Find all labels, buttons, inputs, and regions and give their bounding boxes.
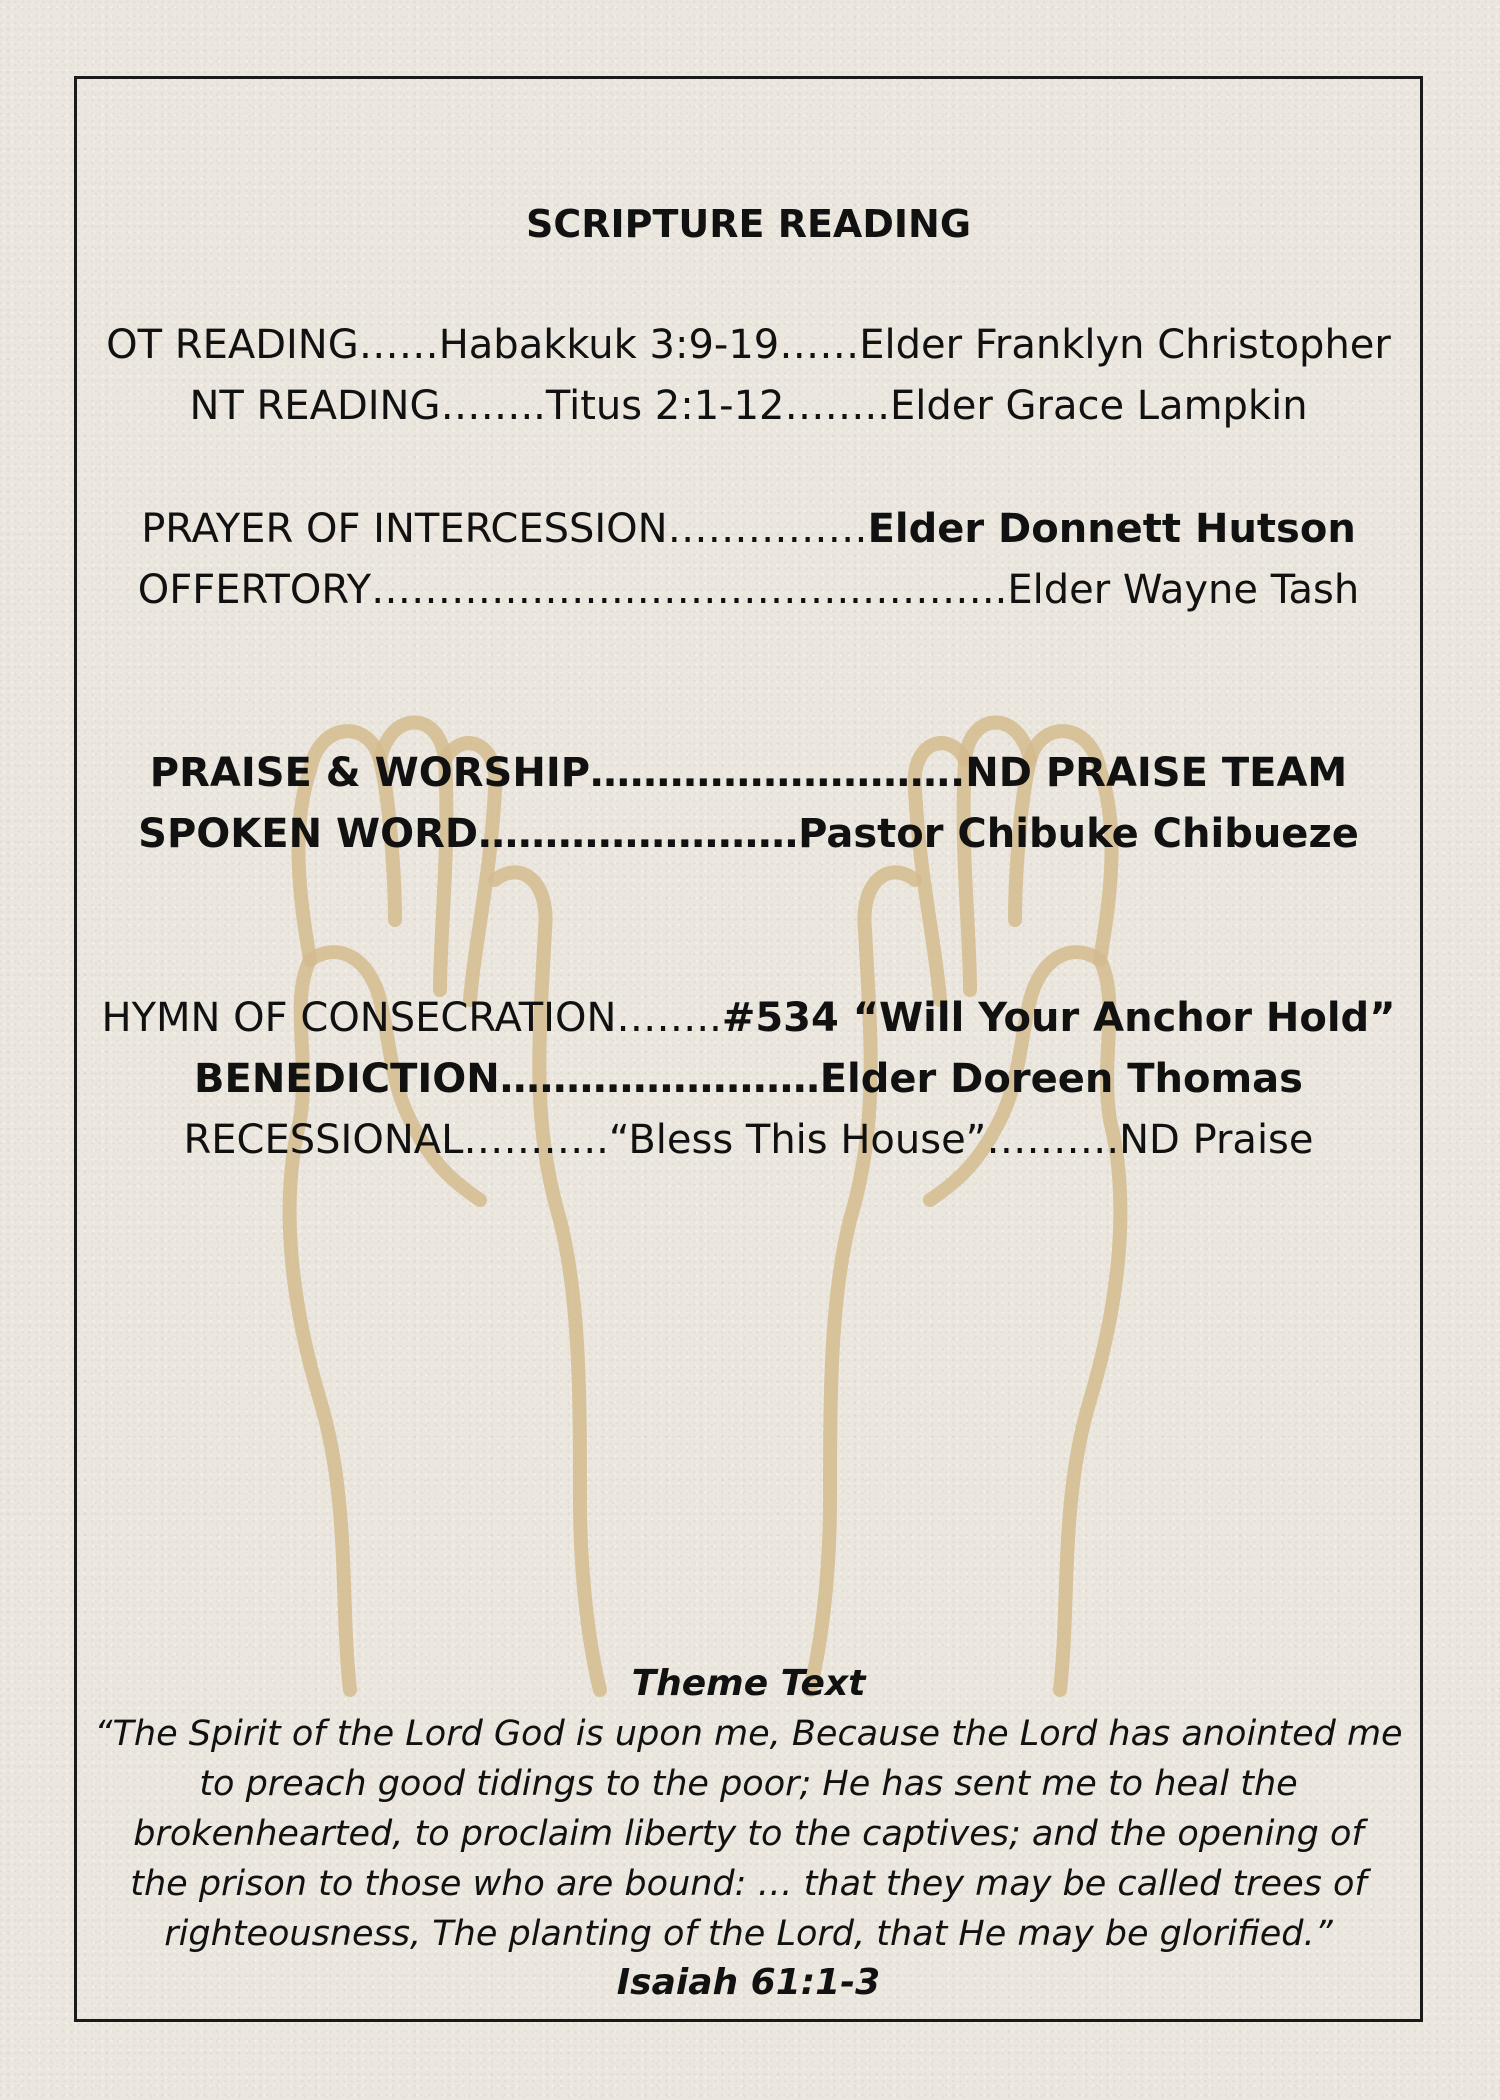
benediction-role: BENEDICTION (194, 1056, 500, 1102)
ot-reading-person: Elder Franklyn Christopher (859, 322, 1391, 368)
leader-dots: ………. (986, 1117, 1120, 1163)
recessional-row (74, 1115, 1423, 1165)
leader-dots: …….. (440, 383, 546, 429)
section-heading: SCRIPTURE READING (525, 202, 972, 246)
leader-dots: ……….. (463, 1117, 609, 1163)
offertory-person: Elder Wayne Tash (1007, 567, 1360, 613)
left-hand-outline (290, 723, 600, 1691)
leader-dots: …….. (784, 383, 890, 429)
ot-reading-passage: Habakkuk 3:9-19 (438, 322, 780, 368)
theme-text-line: to preach good tidings to the poor; He has sent me to heal the (199, 1764, 1298, 1804)
leader-dots: ………………..……………..……….. (371, 567, 1008, 613)
hymn-title: #534 “Will Your Anchor Hold” (721, 995, 1396, 1041)
intercession-person: Elder Donnett Hutson (867, 506, 1356, 552)
leader-dots: …….. (616, 995, 722, 1041)
theme-text-line: righteousness, The planting of the Lord, that He may be glorified.” (164, 1914, 1333, 1954)
nt-reading-person: Elder Grace Lampkin (889, 383, 1308, 429)
leader-dots: ………………………. (590, 750, 966, 796)
offertory-role: OFFERTORY (137, 567, 372, 613)
theme-text-line: the prison to those who are bound: … that they may be called trees of (130, 1864, 1367, 1904)
leader-dots: …………………… (478, 811, 799, 857)
benediction-row (74, 1054, 1423, 1104)
theme-text-line: brokenhearted, to proclaim liberty to the captives; and the opening of (133, 1814, 1364, 1854)
scripture-reference: Isaiah 61:1-3 (616, 1962, 881, 2003)
theme-title: Theme Text (631, 1663, 866, 1704)
recessional-role: RECESSIONAL (183, 1117, 464, 1163)
hymn-role: HYMN OF CONSECRATION (101, 995, 617, 1041)
spoken-word-role: SPOKEN WORD (138, 811, 479, 857)
leader-dots: …………… (667, 506, 868, 552)
right-hand-outline (810, 723, 1120, 1691)
hymn-row (74, 993, 1423, 1043)
praise-worship-row (74, 748, 1423, 798)
leader-dots: …… (358, 322, 439, 368)
ot-reading-role: OT READING (106, 322, 359, 368)
spoken-word-row (74, 809, 1423, 859)
theme-text-line: “The Spirit of the Lord God is upon me, Because the Lord has anointed me (94, 1714, 1403, 1754)
nt-reading-row (74, 381, 1423, 431)
intercession-role: PRAYER OF INTERCESSION (141, 506, 668, 552)
benediction-person: Elder Doreen Thomas (819, 1056, 1303, 1102)
recessional-song: “Bless This House” (608, 1117, 987, 1163)
spoken-word-person: Pastor Chibuke Chibueze (798, 811, 1359, 857)
praise-worship-person: ND PRAISE TEAM (965, 750, 1348, 796)
ot-reading-row (74, 320, 1423, 370)
recessional-person: ND Praise (1119, 1117, 1314, 1163)
leader-dots: …… (779, 322, 860, 368)
leader-dots: …………………… (499, 1056, 820, 1102)
praise-worship-role: PRAISE & WORSHIP (149, 750, 591, 796)
intercession-row (74, 504, 1423, 554)
nt-reading-role: NT READING (189, 383, 441, 429)
nt-reading-passage: Titus 2:1-12 (545, 383, 785, 429)
offertory-row (74, 565, 1423, 615)
